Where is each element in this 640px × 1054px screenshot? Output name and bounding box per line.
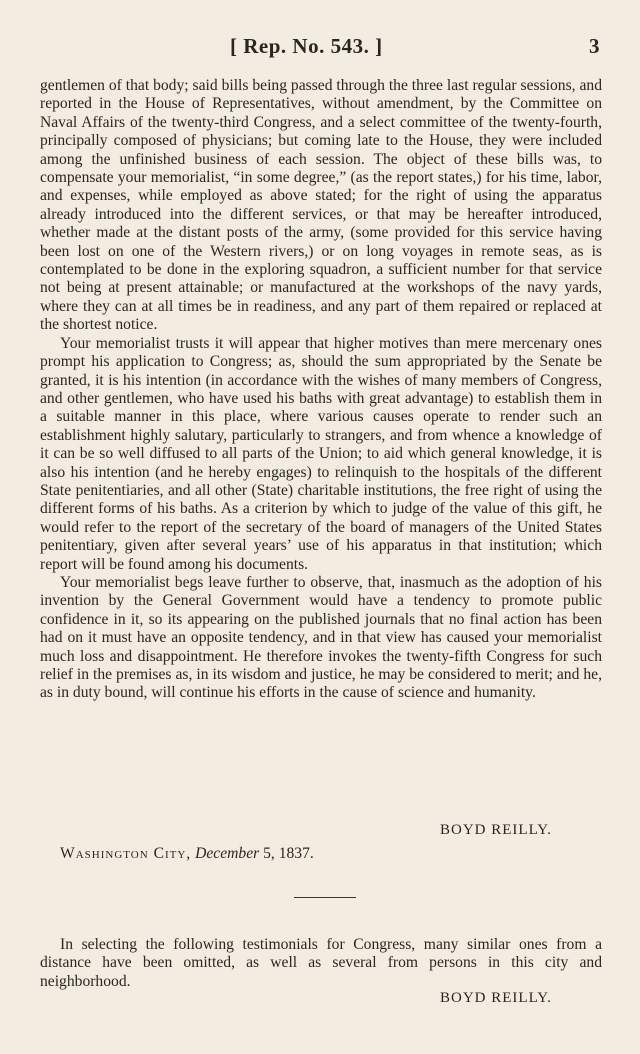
section-divider	[294, 897, 356, 898]
paragraph-3: Your memorialist begs leave further to observe, that, inasmuch as the adoption of his invention by the General Government would have a tendency to promote public confidence in it, so its appearing on the published journals that no final action has been had on it must have an opposite tendency, and in that view has caused your memorialist much loss and disappointment. He therefore invokes the twenty-fifth Congress for such relief in the premises as, in its wisdom and justice, he may be considered to merit; and he, as in duty bound, will continue his efforts in the cause of science and humanity.	[40, 573, 602, 702]
signature-boyd-reilly-2: BOYD REILLY.	[440, 990, 552, 1006]
note-paragraph: In selecting the following testimonials for Congress, many similar ones from a distance have been omitted, as well as several from persons in this city and neighborhood.	[40, 936, 602, 990]
dateline-date: 5, 1837.	[259, 845, 314, 862]
signature-boyd-reilly: BOYD REILLY.	[440, 822, 552, 838]
dateline	[60, 845, 314, 863]
memorial-body	[40, 77, 602, 703]
page-header	[0, 34, 640, 64]
report-title: [ Rep. No. 543. ]	[230, 34, 383, 58]
paragraph-2: Your memorialist trusts it will appear that higher motives than mere mercenary ones prompt his application to Congress; as, should the sum appropriated by the Senate be granted, it is his intention (in accordance with the wishes of many members of Congress, and other gentlemen, who have used his baths with great advantage) to establish them in a suitable manner in this place, where various causes operate to render such an establishment highly salutary, particularly to strangers, and from whence a knowledge of it can be so well diffused to all parts of the Union; to aid which general knowledge, it is also his intention (and he hereby engages) to relinquish to the hospitals of the different State penitentiaries, and all other (State) charitable institutions, the free right of using the different forms of his baths. As a criterion by which to judge of the value of this gift, he would refer to the report of the secretary of the board of managers of the United States penitentiary, given after several years’ use of his apparatus in that institution; which report will be found among his documents.	[40, 334, 602, 573]
paragraph-1: gentlemen of that body; said bills being passed through the three last regular sessions, and reported in the House of Representatives, without amendment, by the Committee on Naval Affairs of the twenty-third Congress, and a select committee of the twenty-fourth, principally composed of physicians; but coming late to the House, they were included among the unfinished business of each session. The object of these bills was, to compensate your memorialist, “in some degree,” (as the report states,) for his time, labor, and expenses, while employed as above stated; for the right of using the apparatus already introduced into the different services, or that may be hereafter introduced, whether made at the distant posts of the army, (some provided for this service having been lost on one of the Western rivers,) or on long voyages in remote seas, as is contemplated to be done in the exploring squadron, a sufficient number for that service not being at present attainable; or manufactured at the workshops of the navy yards, where they can at all times be in readiness, and any part of them repaired or replaced at the shortest notice.	[40, 77, 602, 334]
dateline-month: December	[195, 845, 260, 862]
page-number: 3	[589, 34, 600, 58]
dateline-place: Washington City,	[60, 845, 192, 862]
testimonials-note	[40, 936, 602, 991]
